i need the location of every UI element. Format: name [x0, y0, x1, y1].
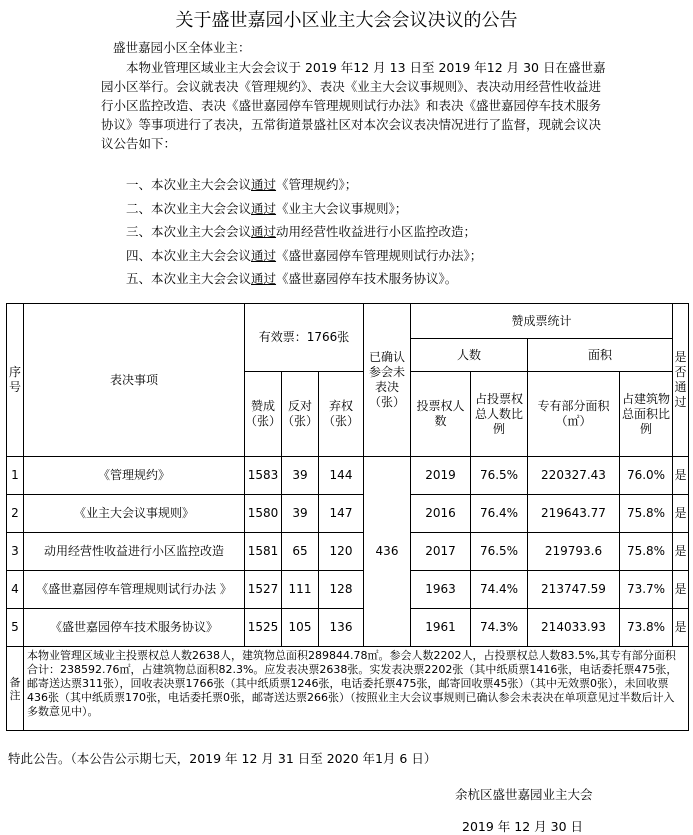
row-item: 《盛世嘉园停车技术服务协议》	[24, 609, 245, 647]
row-abstain: 136	[319, 609, 364, 647]
header-people: 人数	[411, 339, 528, 372]
header-confirmed: 已确认参会未表决（张）	[364, 304, 411, 457]
row-against: 39	[282, 457, 319, 495]
header-item: 表决事项	[24, 304, 245, 457]
header-voters: 投票权人数	[411, 372, 471, 457]
table-row	[7, 533, 689, 571]
row-seq: 1	[7, 457, 24, 495]
row-pass: 是	[673, 571, 689, 609]
resolution-text: 《盛世嘉园停车管理规则试行办法》；	[276, 247, 483, 263]
row-pass: 是	[673, 533, 689, 571]
header-pass: 是否通过	[673, 304, 689, 457]
row-favor: 1583	[245, 457, 282, 495]
organization-name: 余杭区盛世嘉园业主大会	[455, 787, 593, 802]
row-pass: 是	[673, 457, 689, 495]
header-favor: 赞成（张）	[245, 372, 282, 457]
row-favor: 1581	[245, 533, 282, 571]
row-voters: 2019	[411, 457, 471, 495]
resolution-number: 一、本次业主大会会议	[126, 177, 252, 192]
resolution-item	[126, 244, 482, 268]
row-area: 220327.43	[528, 457, 620, 495]
row-voters-pct: 76.5%	[471, 457, 528, 495]
row-abstain: 120	[319, 533, 364, 571]
publication-notice: 特此公告。（本公告公示期七天，2019 年 12 月 31 日至 2020 年1月 6 日）	[8, 751, 437, 766]
row-abstain: 128	[319, 571, 364, 609]
row-voters: 1961	[411, 609, 471, 647]
row-against: 65	[282, 533, 319, 571]
row-area: 219793.6	[528, 533, 620, 571]
resolution-verb: 通过	[251, 271, 277, 286]
row-item: 《业主大会议事规则》	[24, 495, 245, 533]
row-pass: 是	[673, 495, 689, 533]
header-against: 反对（张）	[282, 372, 319, 457]
row-favor: 1525	[245, 609, 282, 647]
header-valid-votes: 有效票：1766张	[245, 304, 364, 372]
row-pass: 是	[673, 609, 689, 647]
row-area-pct: 76.0%	[620, 457, 673, 495]
row-seq: 5	[7, 609, 24, 647]
row-area-pct: 73.8%	[620, 609, 673, 647]
resolution-list	[126, 173, 482, 291]
row-abstain: 147	[319, 495, 364, 533]
row-voters-pct: 76.5%	[471, 533, 528, 571]
notice-date: 2019 年 12 月 30 日	[462, 819, 583, 834]
intro-paragraph: 本物业管理区域业主大会会议于 2019 年12 月 13 日至 2019 年12 月 30 日在盛世嘉园小区举行。会议就表决《管理规约》、表决《业主大会议事规则》、表决动用经营性收益进行小区监控改造、表决《盛世嘉园停车管理规则试行办法》和表决《盛世嘉园停车技术服务协议》等事项进行了表决，五常街道景盛社区对本次会议表决情况进行了监督，现就会议决议公告如下：	[101, 60, 606, 151]
row-against: 39	[282, 495, 319, 533]
salutation: 盛世嘉园小区全体业主：	[113, 40, 251, 55]
header-voters-pct: 占投票权总人数比例	[471, 372, 528, 457]
resolution-text: 《管理规约》；	[276, 177, 358, 192]
header-area: 面积	[528, 339, 673, 372]
resolution-text: 《盛世嘉园停车技术服务协议》。	[276, 271, 458, 286]
header-area-value: 专有部分面积（㎡）	[528, 372, 620, 457]
header-seq: 序号	[7, 304, 24, 457]
resolution-number: 三、本次业主大会会议	[126, 224, 252, 239]
row-favor: 1580	[245, 495, 282, 533]
resolution-verb: 通过	[251, 177, 277, 192]
row-voters: 2017	[411, 533, 471, 571]
table-row	[7, 457, 689, 495]
row-voters-pct: 74.3%	[471, 609, 528, 647]
header-abstain: 弃权（张）	[319, 372, 364, 457]
row-against: 105	[282, 609, 319, 647]
resolution-number: 四、本次业主大会会议	[126, 247, 252, 263]
resolution-text: 《业主大会议事规则》；	[276, 200, 408, 216]
vote-results-table	[6, 303, 689, 731]
row-area-pct: 75.8%	[620, 533, 673, 571]
resolution-item	[126, 220, 482, 244]
row-against: 111	[282, 571, 319, 609]
table-row	[7, 571, 689, 609]
resolution-verb: 通过	[251, 224, 277, 239]
resolution-number: 五、本次业主大会会议	[126, 271, 252, 286]
note-text: 本物业管理区域业主投票权总人数2638人，建筑物总面积289844.78㎡。参会人数2202人，占投票权总人数83.5%,其专有部分面积合计：238592.76㎡，占建筑物总面积82.3%。应发表决票2638张。实发表决票2202张（其中纸质票1416张，电话委托票475张，邮寄送达票311张），回收表决票1766张（其中纸质票1246张，电话委托票475张，邮寄回收票45张）（其中无效票0张），未回收票436张（其中纸质票170张，电话委托票0张，邮寄送达票266张）（按照业主大会议事规则已确认参会未表决在单项意见过半数后计入多数意见中）。	[24, 647, 689, 731]
row-area-pct: 75.8%	[620, 495, 673, 533]
row-voters: 1963	[411, 571, 471, 609]
row-area: 219643.77	[528, 495, 620, 533]
resolution-item	[126, 267, 482, 291]
row-area: 214033.93	[528, 609, 620, 647]
row-favor: 1527	[245, 571, 282, 609]
row-voters-pct: 74.4%	[471, 571, 528, 609]
row-voters: 2016	[411, 495, 471, 533]
row-item: 动用经营性收益进行小区监控改造	[24, 533, 245, 571]
resolution-item	[126, 197, 482, 221]
resolution-number: 二、本次业主大会会议	[126, 200, 252, 216]
note-label: 备注	[7, 647, 24, 731]
row-item: 《盛世嘉园停车管理规则试行办法 》	[24, 571, 245, 609]
resolution-verb: 通过	[251, 247, 277, 263]
table-row	[7, 609, 689, 647]
row-abstain: 144	[319, 457, 364, 495]
table-row	[7, 495, 689, 533]
row-item: 《管理规约》	[24, 457, 245, 495]
row-seq: 2	[7, 495, 24, 533]
row-voters-pct: 76.4%	[471, 495, 528, 533]
header-area-pct: 占建筑物总面积比例	[620, 372, 673, 457]
header-favor-stats: 赞成票统计	[411, 304, 673, 339]
resolution-text: 动用经营性收益进行小区监控改造；	[276, 224, 477, 239]
confirmed-value: 436	[364, 457, 411, 647]
resolution-verb: 通过	[251, 200, 277, 216]
document-title: 关于盛世嘉园小区业主大会会议决议的公告	[175, 10, 518, 31]
row-area-pct: 73.7%	[620, 571, 673, 609]
resolution-item	[126, 173, 482, 197]
row-area: 213747.59	[528, 571, 620, 609]
row-seq: 3	[7, 533, 24, 571]
row-seq: 4	[7, 571, 24, 609]
